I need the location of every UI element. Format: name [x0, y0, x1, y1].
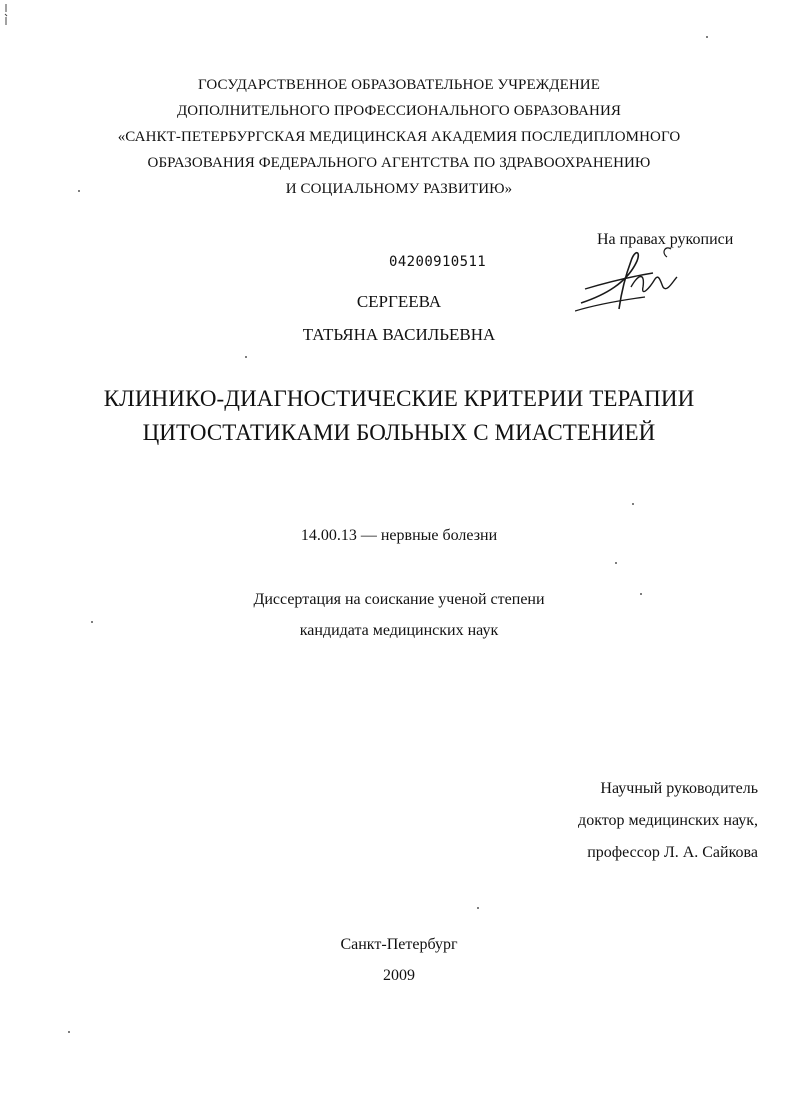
scan-speck [477, 907, 479, 909]
scan-speck [706, 36, 708, 38]
archive-number: 04200910511 [389, 254, 487, 270]
dissertation-title [0, 382, 798, 450]
institution-line: ГОСУДАРСТВЕННОЕ ОБРАЗОВАТЕЛЬНОЕ УЧРЕЖДЕНИЕ [197, 77, 601, 93]
author-given-names: ТАТЬЯНА ВАСИЛЬЕВНА [302, 325, 496, 344]
year: 2009 [383, 967, 415, 984]
author-surname: СЕРГЕЕВА [356, 292, 442, 311]
margin-scan-mark [4, 4, 10, 26]
scan-speck [68, 1031, 70, 1033]
degree-line-2: кандидата медицинских наук [299, 622, 499, 639]
supervisor-degree: доктор медицинских наук, [578, 812, 758, 829]
title-line: КЛИНИКО-ДИАГНОСТИЧЕСКИЕ КРИТЕРИИ ТЕРАПИИ [103, 386, 695, 411]
supervisor-name: профессор Л. А. Сайкова [587, 844, 758, 861]
specialty-code: 14.00.13 — нервные болезни [300, 527, 498, 544]
scan-speck [640, 593, 642, 595]
scan-speck [245, 356, 247, 358]
institution-line: ДОПОЛНИТЕЛЬНОГО ПРОФЕССИОНАЛЬНОГО ОБРАЗОВАНИЯ [176, 103, 622, 119]
degree-line-1: Диссертация на соискание ученой степени [253, 591, 545, 608]
scan-speck [78, 190, 80, 192]
manuscript-rights-note: На правах рукописи [597, 231, 734, 248]
city: Санкт-Петербург [340, 936, 458, 953]
scan-speck [91, 621, 93, 623]
institution-line: И СОЦИАЛЬНОМУ РАЗВИТИЮ» [285, 181, 513, 197]
scan-speck [615, 562, 617, 564]
supervisor-role: Научный руководитель [600, 780, 758, 797]
supervisor-block [578, 773, 758, 869]
institution-line: ОБРАЗОВАНИЯ ФЕДЕРАЛЬНОГО АГЕНТСТВА ПО ЗДРАВООХРАНЕНИЮ [147, 155, 651, 171]
scan-speck [632, 503, 634, 505]
title-line: ЦИТОСТАТИКАМИ БОЛЬНЫХ С МИАСТЕНИЕЙ [142, 420, 656, 445]
institution-header [0, 72, 798, 202]
institution-line: «САНКТ-ПЕТЕРБУРГСКАЯ МЕДИЦИНСКАЯ АКАДЕМИЯ ПОСЛЕДИПЛОМНОГО [117, 129, 681, 145]
